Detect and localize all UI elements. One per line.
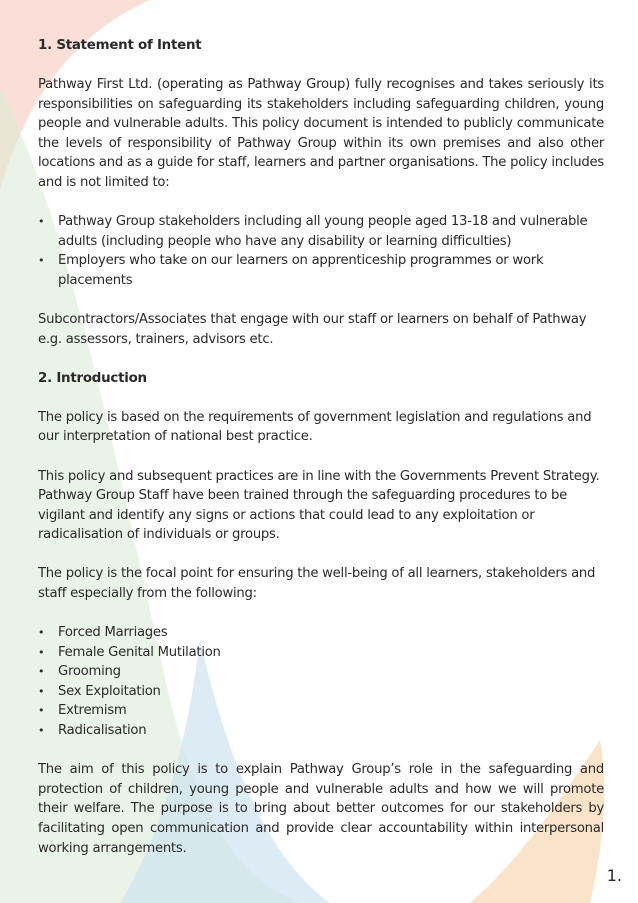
bullet-icon: •: [38, 724, 45, 738]
bullet-icon: •: [38, 215, 45, 229]
page-number: 1.: [606, 866, 622, 885]
list-item: • Forced Marriages: [38, 623, 604, 643]
section1-heading: 1. Statement of Intent: [38, 38, 202, 53]
bullet-icon: •: [38, 684, 45, 698]
document-body: [38, 36, 604, 858]
list-item: • Female Genital Mutilation: [38, 643, 604, 663]
bullet-icon: •: [38, 665, 45, 679]
section2-heading: 2. Introduction: [38, 370, 147, 386]
list-item: • Sex Exploitation: [38, 682, 604, 702]
list-item: • Extremism: [38, 701, 604, 721]
section1-closing: Subcontractors/Associates that engage with our staff or learners on behalf of Pathway e.g. assessors, trainers, advisors etc.: [38, 312, 587, 347]
bullet-icon: •: [38, 626, 45, 640]
bullet-icon: •: [38, 254, 45, 268]
section2-paragraph-1: The policy is based on the requirements of government legislation and regulations and our interpretation of national best practice.: [38, 409, 592, 445]
section1-paragraph: Pathway First Ltd. (operating as Pathway Group) fully recognises and takes seriously its responsibilities on safeguarding its stakeholders including safeguarding children, young people and vulnerable adults. This policy document is intended to publicly communicate the levels of responsibility of Pathway Group within its own premises and also other locations and as a guide for staff, learners and partner organisations. The policy includes and is not limited to:: [38, 77, 604, 191]
list-item: • Pathway Group stakeholders including all young people aged 13-18 and vulnerable adults (including people who have any disability or learning difficulties): [38, 214, 588, 249]
section2-paragraph-2: This policy and subsequent practices are in line with the Governments Prevent Strategy. Pathway Group Staff have been trained through the safeguarding procedures to be vigilant and identify any signs or actions that could lead to any exploitation or radicalisation of individuals or groups.: [38, 468, 600, 543]
list-item: • Grooming: [38, 662, 604, 682]
list-item: • Employers who take on our learners on apprenticeship programmes or work placements: [38, 253, 544, 288]
list-item: • Radicalisation: [38, 721, 604, 741]
section2-paragraph-4: The aim of this policy is to explain Pathway Group’s role in the safeguarding and protection of children, young people and vulnerable adults and how we will promote their welfare. The purpose is to bring about better outcomes for our stakeholders by facilitating open communication and provide clear accountability within interpersonal working arrangements.: [38, 762, 604, 856]
bullet-icon: •: [38, 704, 45, 718]
section2-paragraph-3: The policy is the focal point for ensuring the well-being of all learners, stakeholders and staff especially from the following:: [38, 566, 596, 601]
section1-bullet-list: [38, 212, 604, 290]
bullet-icon: •: [38, 645, 45, 659]
section2-bullet-list: [38, 623, 604, 741]
